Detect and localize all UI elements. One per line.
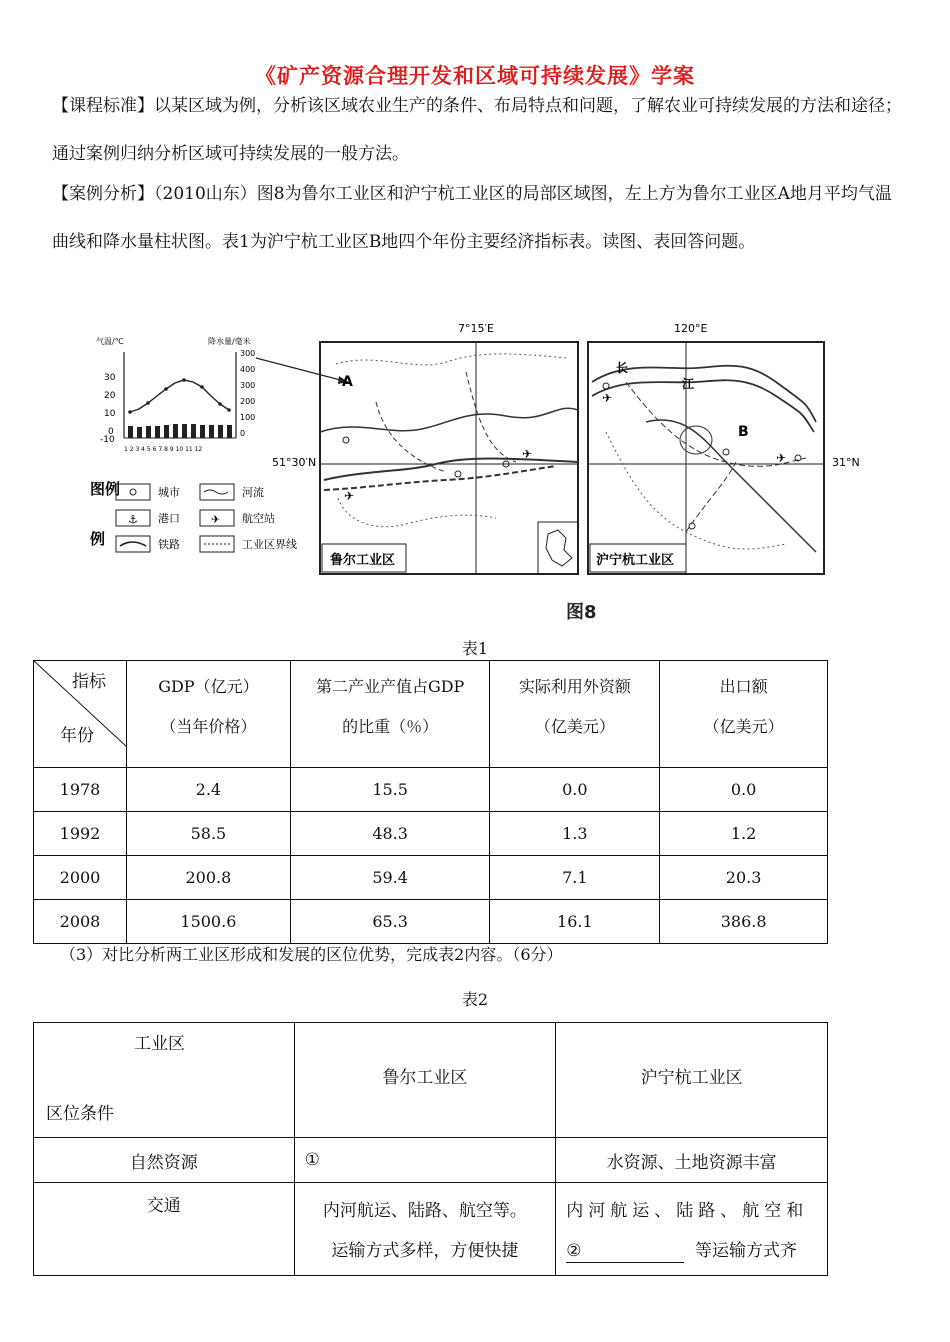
table-row	[34, 1138, 828, 1183]
table1-corner-bottom: 年份	[60, 726, 94, 746]
legend-item: 城市	[158, 486, 180, 499]
table-cell: 0.0	[490, 768, 660, 812]
temp-tick: -10	[100, 435, 115, 445]
table-cell: 1.2	[660, 812, 828, 856]
course-standard-label: 【课程标准】	[52, 96, 154, 116]
table-cell: 2000	[34, 856, 127, 900]
table1-header: GDP（亿元） （当年价格）	[127, 661, 291, 768]
table-cell: 7.1	[490, 856, 660, 900]
question-3: （3）对比分析两工业区形成和发展的区位优势，完成表2内容。（6分）	[60, 945, 563, 964]
table-cell: 20.3	[660, 856, 828, 900]
table2-header-ruhr: 鲁尔工业区	[294, 1023, 556, 1138]
legend-item: 港口	[158, 512, 180, 525]
precip-tick: 400	[240, 365, 256, 374]
legend-item: 河流	[242, 486, 264, 499]
river-label: 长	[616, 361, 629, 375]
temp-tick: 0	[108, 427, 114, 437]
huninghang-latitude: 31°N	[832, 456, 860, 469]
table2	[33, 1022, 828, 1276]
svg-text:✈: ✈	[776, 451, 787, 465]
precip-tick: 100	[240, 413, 256, 422]
table-cell: 1500.6	[127, 900, 291, 944]
city-icon	[130, 489, 136, 495]
month-ticks: 1 2 3 4 5 6 7 8 9 10 11 12	[124, 446, 203, 453]
table-row	[34, 812, 828, 856]
table1-corner-top: 指标	[72, 672, 106, 692]
ruhr-map	[272, 322, 578, 574]
table2-row-label: 交通	[34, 1183, 295, 1276]
port-icon: ⚓	[128, 513, 138, 526]
table-cell: 2.4	[127, 768, 291, 812]
table-cell: 200.8	[127, 856, 291, 900]
table2-blank-1: ①	[294, 1138, 556, 1183]
svg-text:✈: ✈	[522, 447, 533, 461]
huninghang-map	[588, 322, 860, 574]
table-cell: 1.3	[490, 812, 660, 856]
course-standard-paragraph	[52, 82, 902, 178]
precip-tick: 0	[240, 429, 246, 438]
svg-text:✈: ✈	[602, 391, 613, 405]
svg-text:例: 例	[90, 530, 106, 548]
table1-header: 出口额 （亿美元）	[660, 661, 828, 768]
table1-caption: 表1	[461, 639, 489, 658]
huninghang-longitude: 120°E	[674, 322, 708, 335]
climate-chart	[96, 336, 348, 453]
temp-tick: 20	[104, 391, 116, 401]
table-cell: 386.8	[660, 900, 828, 944]
precip-tick: 200	[240, 397, 256, 406]
page-title: 《矿产资源合理开发和区域可持续发展》学案	[255, 63, 695, 88]
figure-8-map	[86, 312, 866, 624]
table-row	[34, 768, 828, 812]
table-cell: 15.5	[290, 768, 490, 812]
table1	[33, 660, 828, 944]
ruhr-longitude: 7°15′E	[458, 322, 494, 335]
point-a-label: A	[342, 374, 353, 390]
table-cell: 1992	[34, 812, 127, 856]
table1-header: 第二产业产值占GDP 的比重（％）	[290, 661, 490, 768]
figure-caption: 图8	[566, 602, 597, 623]
precip-tick: 300	[240, 349, 256, 358]
table2-row-label: 自然资源	[34, 1138, 295, 1183]
railway-icon	[120, 542, 146, 546]
table-cell: 1978	[34, 768, 127, 812]
table-cell: 0.0	[660, 768, 828, 812]
table-row	[34, 856, 828, 900]
table2-corner-top: 工业区	[134, 1034, 185, 1054]
river-label: 江	[682, 377, 695, 391]
legend-item: 航空站	[242, 512, 275, 525]
table-row	[34, 1183, 828, 1276]
table-cell: 65.3	[290, 900, 490, 944]
temp-tick: 30	[104, 373, 116, 383]
table-cell: 59.4	[290, 856, 490, 900]
case-analysis-label: 【案例分析】	[52, 184, 154, 204]
legend-item: 铁路	[158, 538, 180, 551]
table2-blank-2: ②	[566, 1240, 684, 1263]
ruhr-map-title: 鲁尔工业区	[330, 553, 396, 568]
table-row	[34, 900, 828, 944]
huninghang-map-title: 沪宁杭工业区	[596, 553, 675, 568]
table2-caption: 表2	[461, 990, 489, 1009]
table-cell: 内河航运、陆路、航空和 ② 等运输方式齐	[556, 1183, 828, 1276]
table-cell: 内河航运、陆路、航空等。 运输方式多样，方便快捷	[294, 1183, 556, 1276]
table-cell: 16.1	[490, 900, 660, 944]
legend-heading: 图例	[90, 480, 121, 498]
svg-text:✈: ✈	[344, 489, 355, 503]
ruhr-latitude: 51°30′N	[272, 456, 317, 469]
table1-corner-cell	[34, 661, 127, 768]
table-cell: 水资源、土地资源丰富	[556, 1138, 828, 1183]
map-legend	[90, 480, 297, 552]
table2-corner-bottom: 区位条件	[46, 1104, 114, 1124]
table-cell: 48.3	[290, 812, 490, 856]
course-standard-text: 以某区域为例，分析该区域农业生产的条件、布局特点和问题，了解农业可持续发展的方法和途径；通过案例归纳分析区域可持续发展的一般方法。	[52, 96, 902, 164]
temp-axis-label: 气温/℃	[96, 337, 124, 346]
table-cell: 58.5	[127, 812, 291, 856]
table2-header-huninghang: 沪宁杭工业区	[556, 1023, 828, 1138]
precip-axis-label: 降水量/毫米	[208, 337, 251, 346]
case-analysis-paragraph	[52, 170, 902, 266]
table-cell: 2008	[34, 900, 127, 944]
precip-tick: 300	[240, 381, 256, 390]
airport-icon: ✈	[211, 513, 221, 526]
case-analysis-text: （2010山东）图8为鲁尔工业区和沪宁杭工业区的局部区域图，左上方为鲁尔工业区A地月平均气温曲线和降水量柱状图。表1为沪宁杭工业区B地四个年份主要经济指标表。读图、表回答问题。	[52, 184, 892, 252]
table2-corner-cell	[34, 1023, 295, 1138]
table1-header: 实际利用外资额 （亿美元）	[490, 661, 660, 768]
legend-item: 工业区界线	[242, 538, 297, 551]
point-b-label: B	[738, 424, 749, 440]
river-icon	[204, 490, 228, 494]
temp-tick: 10	[104, 409, 116, 419]
